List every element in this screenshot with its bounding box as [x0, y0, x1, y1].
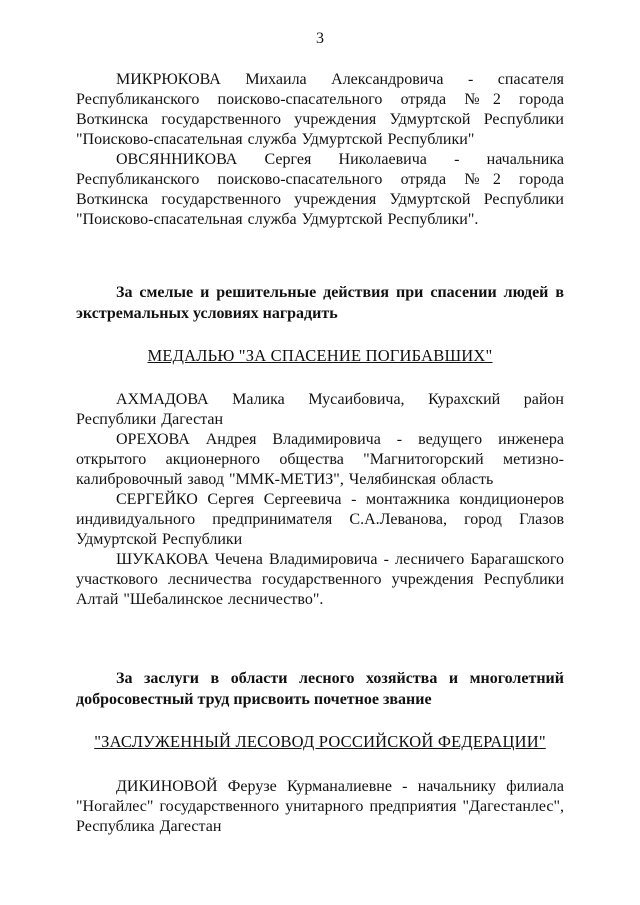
award-title-forester: "ЗАСЛУЖЕННЫЙ ЛЕСОВОД РОССИЙСКОЙ ФЕДЕРАЦИИ"	[94, 732, 546, 751]
nominee-paragraph-ovsyannikov: ОВСЯННИКОВА Сергея Николаевича - начальника Республиканского поисково-спасательного отряда №2 города Воткинска государственного учреждения Удмуртской Республики "Поисково-спасательная служба Удмуртской Республики".	[76, 151, 564, 228]
page-number: 3	[316, 30, 324, 47]
nominee-paragraph-dikinova: ДИКИНОВОЙ Ферузе Курманалиевне - начальнику филиала "Ногайлес" государственного унитарного предприятия "Дагестанлес", Республика Дагестан	[76, 778, 564, 835]
document-body	[76, 70, 564, 837]
decree-intro-forestry: За заслуги в области лесного хозяйства и многолетний добросовестный труд присвоить почетное звание	[76, 670, 564, 708]
award-title-medal: МЕДАЛЬЮ "ЗА СПАСЕНИЕ ПОГИБАВШИХ"	[147, 346, 493, 365]
nominee-paragraph-mikryukov: МИКРЮКОВА Михаила Александровича - спасателя Республиканского поисково-спасательного отряда №2 города Воткинска государственного учреждения Удмуртской Республики "Поисково-спасательная служба Удмуртской Республики"	[76, 71, 564, 148]
nominee-paragraph-akhmadov: АХМАДОВА Малика Мусаибовича, Курахский район Республики Дагестан	[76, 391, 564, 428]
decree-intro-rescue: За смелые и решительные действия при спасении людей в экстремальных условиях наградить	[76, 284, 564, 322]
nominee-paragraph-shukakov: ШУКАКОВА Чечена Владимировича - лесничего Барагашского участкового лесничества государственного учреждения Республики Алтай "Шебалинское лесничество".	[76, 551, 564, 608]
nominee-paragraph-orekhov: ОРЕХОВА Андрея Владимировича - ведущего инженера открытого акционерного общества "Магнитогорский метизно-калибровочный завод "ММК-МЕТИЗ", Челябинская область	[76, 431, 564, 488]
nominee-paragraph-sergeyko: СЕРГЕЙКО Сергея Сергеевича - монтажника кондиционеров индивидуального предпринимателя С.А.Леванова, город Глазов Удмуртской Республики	[76, 491, 564, 548]
